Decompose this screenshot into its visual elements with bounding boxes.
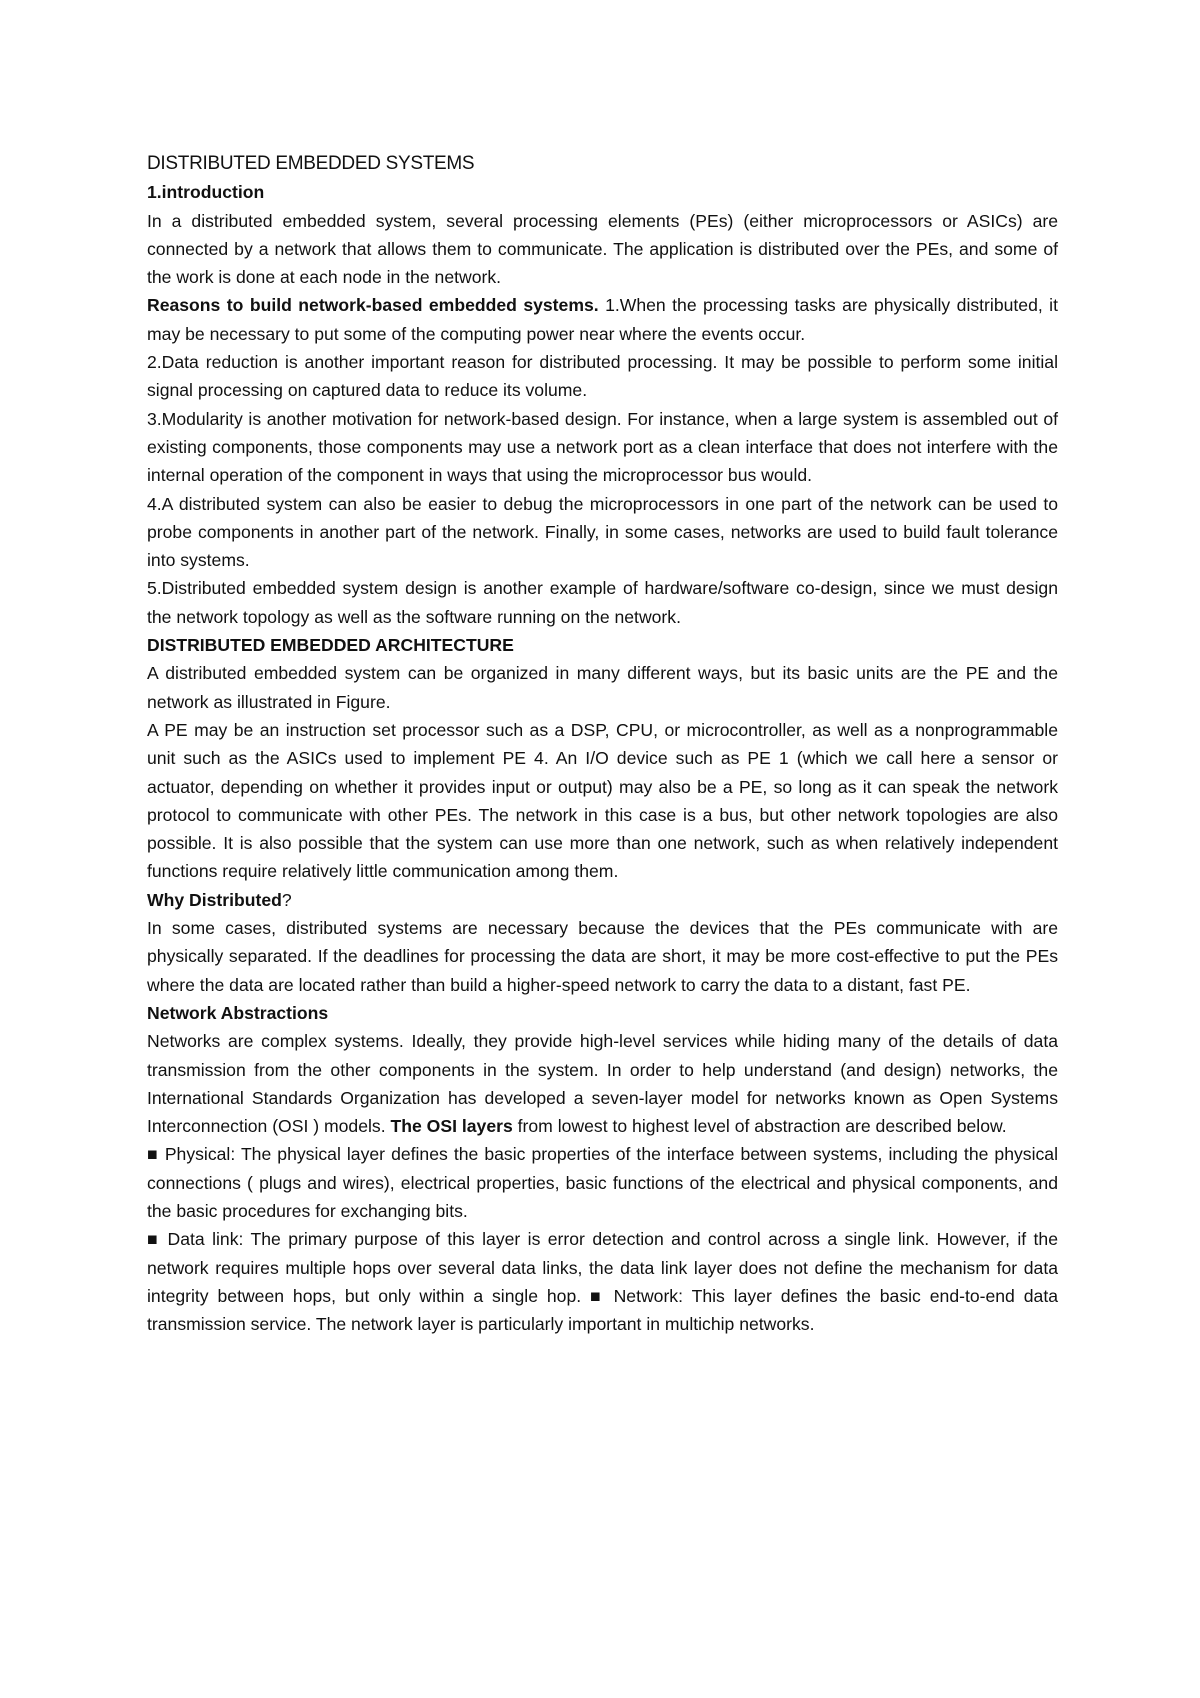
network-abstractions-paragraph [147, 1027, 1058, 1140]
data-link-layer-item: ■ Data link: The primary purpose of this layer is error detection and control across a single link. However, if the network requires multiple hops over several data links, the data link layer does not define the mechanism for data integrity between hops, but only within a single hop. ■ Network: This layer defines the basic end-to-end data transmission service. The network layer is particularly important in multichip networks. [147, 1229, 1058, 1335]
network-abstractions-text-b: from lowest to highest level of abstraction are described below. [512, 1116, 1007, 1137]
architecture-paragraph-2: A PE may be an instruction set processor such as a DSP, CPU, or microcontroller, as well as a nonprogrammable unit such as the ASICs used to implement PE 4. An I/O device such as PE 1 (which we call here a sensor or actuator, depending on whether it provides input or output) may also be a PE, so long as it can speak the network protocol to communicate with other PEs. The network in this case is a bus, but other network topologies are also possible. It is also possible that the system can use more than one network, such as when relatively independent functions require relatively little communication among them. [147, 719, 1058, 882]
why-distributed-heading: Why Distributed [147, 889, 282, 910]
architecture-heading: DISTRIBUTED EMBEDDED ARCHITECTURE [147, 635, 514, 656]
why-distributed-heading-line [147, 886, 1058, 914]
intro-paragraph: In a distributed embedded system, several processing elements (PEs) (either microprocessors or ASICs) are connected by a network that allows them to communicate. The application is distributed over the PEs, and some of the work is done at each node in the network. [147, 210, 1058, 288]
physical-layer-item: ■ Physical: The physical layer defines the basic properties of the interface between systems, including the physical connections ( plugs and wires), electrical properties, basic functions of the electrical and physical components, and the basic procedures for exchanging bits. [147, 1144, 1058, 1221]
reasons-item-5: 5.Distributed embedded system design is another example of hardware/software co-design, since we must design the network topology as well as the software running on the network. [147, 578, 1058, 627]
why-distributed-qmark: ? [281, 889, 292, 910]
document-body [147, 150, 1058, 1338]
reasons-heading: Reasons to build network-based embedded systems. [147, 295, 599, 316]
page-title: DISTRIBUTED EMBEDDED SYSTEMS [147, 153, 475, 174]
reasons-item-3: 3.Modularity is another motivation for network-based design. For instance, when a large system is assembled out of existing components, those components may use a network port as a clean interface that does not interfere with the internal operation of the component in ways that using the microprocessor bus would. [147, 408, 1058, 486]
architecture-paragraph-1: A distributed embedded system can be organized in many different ways, but its basic units are the PE and the network as illustrated in Figure. [147, 663, 1058, 712]
intro-heading: 1.introduction [147, 182, 265, 203]
network-abstractions-heading: Network Abstractions [147, 1002, 329, 1023]
reasons-item-1: 1.When the processing tasks are physically distributed, it may be necessary to put some of the computing power near where the events occur. [147, 295, 1058, 344]
reasons-item-2: 2.Data reduction is another important reason for distributed processing. It may be possible to perform some initial signal processing on captured data to reduce its volume. [147, 352, 1058, 401]
osi-layers-label: The OSI layers [390, 1116, 513, 1137]
reasons-paragraph [147, 291, 1058, 348]
reasons-item-4: 4.A distributed system can also be easier to debug the microprocessors in one part of the network can be used to probe components in another part of the network. Finally, in some cases, networks are used to build fault tolerance into systems. [147, 493, 1058, 571]
network-abstractions-text-a: Networks are complex systems. Ideally, they provide high-level services while hiding many of the details of data transmission from the other components in the system. In order to help understand (and design) networks, the International Standards Organization has developed a seven-layer model for networks known as Open Systems Interconnection (OSI ) models. [147, 1031, 1058, 1137]
why-distributed-paragraph: In some cases, distributed systems are necessary because the devices that the PEs communicate with are physically separated. If the deadlines for processing the data are short, it may be more cost-effective to put the PEs where the data are located rather than build a higher-speed network to carry the data to a distant, fast PE. [147, 918, 1058, 995]
